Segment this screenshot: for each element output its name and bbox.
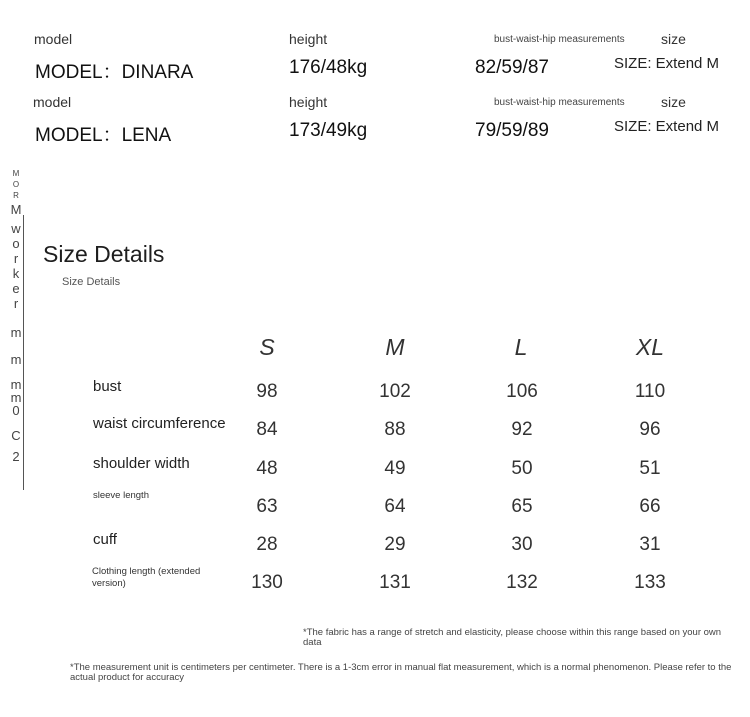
side-char: m [10, 352, 22, 367]
model-1-height: 176/48kg [289, 57, 368, 78]
side-char: r [13, 251, 19, 266]
side-char: m [10, 390, 22, 405]
side-char: O [12, 180, 20, 189]
model-1-model-label: model [34, 31, 73, 47]
table-cell: 131 [379, 572, 411, 593]
size-details-subtitle: Size Details [62, 276, 121, 288]
model-2-size: SIZE: Extend M [614, 118, 720, 135]
side-char: R [13, 191, 19, 200]
size-header-xl: XL [635, 334, 665, 360]
model-2-model-label: model [33, 94, 72, 110]
size-header-s: S [259, 334, 275, 360]
table-cell: 132 [506, 572, 538, 593]
table-cell: 65 [511, 496, 533, 517]
table-cell: 66 [639, 496, 661, 517]
table-cell: 28 [256, 534, 278, 555]
side-char: o [12, 236, 20, 251]
row-label-cuff: cuff [93, 531, 117, 548]
model-1-bwh-label: bust-waist-hip measurements [494, 34, 625, 45]
table-cell: 30 [511, 534, 533, 555]
side-char: C [11, 428, 21, 443]
fabric-note: *The fabric has a range of stretch and elasticity, please choose within this range based on your own data [303, 627, 722, 648]
model-2-name: MODEL：LENA [35, 125, 172, 146]
table-cell: 51 [639, 458, 661, 479]
model-2-height-label: height [289, 94, 328, 110]
size-details-title: Size Details [43, 241, 165, 267]
row-label-waist: waist circumference [93, 415, 226, 432]
side-char: m [10, 377, 22, 392]
side-char: e [12, 281, 20, 296]
table-cell: 48 [256, 458, 278, 479]
table-cell: 29 [384, 534, 406, 555]
table-cell: 63 [256, 496, 278, 517]
table-cell: 96 [639, 419, 661, 440]
row-label-clothing-length: Clothing length (extended version) [92, 566, 201, 589]
size-header-m: M [385, 334, 405, 360]
side-char: r [13, 296, 19, 311]
row-label-sleeve: sleeve length [93, 490, 149, 501]
side-divider-line [23, 215, 24, 490]
table-cell: 49 [384, 458, 406, 479]
table-cell: 31 [639, 534, 661, 555]
row-label-shoulder: shoulder width [93, 455, 190, 472]
table-cell: 102 [379, 381, 411, 402]
table-cell: 84 [256, 419, 278, 440]
side-vertical-text [9, 170, 23, 463]
table-cell: 50 [511, 458, 533, 479]
table-cell: 133 [634, 572, 666, 593]
table-cell: 92 [511, 419, 533, 440]
table-cell: 64 [384, 496, 406, 517]
side-char: m [10, 325, 22, 340]
model-2-bwh: 79/59/89 [475, 120, 549, 141]
model-2-size-label: size [661, 94, 686, 110]
side-char: 2 [12, 449, 20, 464]
side-char: k [12, 266, 20, 281]
side-char: M [12, 169, 20, 178]
model-2-height: 173/49kg [289, 120, 368, 141]
model-1-bwh: 82/59/87 [475, 57, 549, 78]
model-1-size-label: size [661, 31, 686, 47]
row-label-bust: bust [93, 378, 122, 395]
table-cell: 88 [384, 419, 406, 440]
side-char: M [10, 202, 22, 217]
model-2-bwh-label: bust-waist-hip measurements [494, 97, 625, 108]
model-1-size: SIZE: Extend M [614, 55, 720, 72]
size-header-l: L [514, 334, 528, 360]
side-char: w [11, 221, 21, 236]
table-cell: 130 [251, 572, 283, 593]
measurement-note: *The measurement unit is centimeters per centimeter. There is a 1-3cm error in manual flat measurement, which is a normal phenomenon. Please refer to the actual product for accuracy [70, 662, 732, 683]
table-cell: 98 [256, 381, 278, 402]
model-1-height-label: height [289, 31, 328, 47]
side-char: 0 [12, 403, 20, 418]
table-cell: 106 [506, 381, 538, 402]
model-1-name: MODEL：DINARA [35, 62, 194, 83]
table-cell: 110 [634, 381, 666, 402]
